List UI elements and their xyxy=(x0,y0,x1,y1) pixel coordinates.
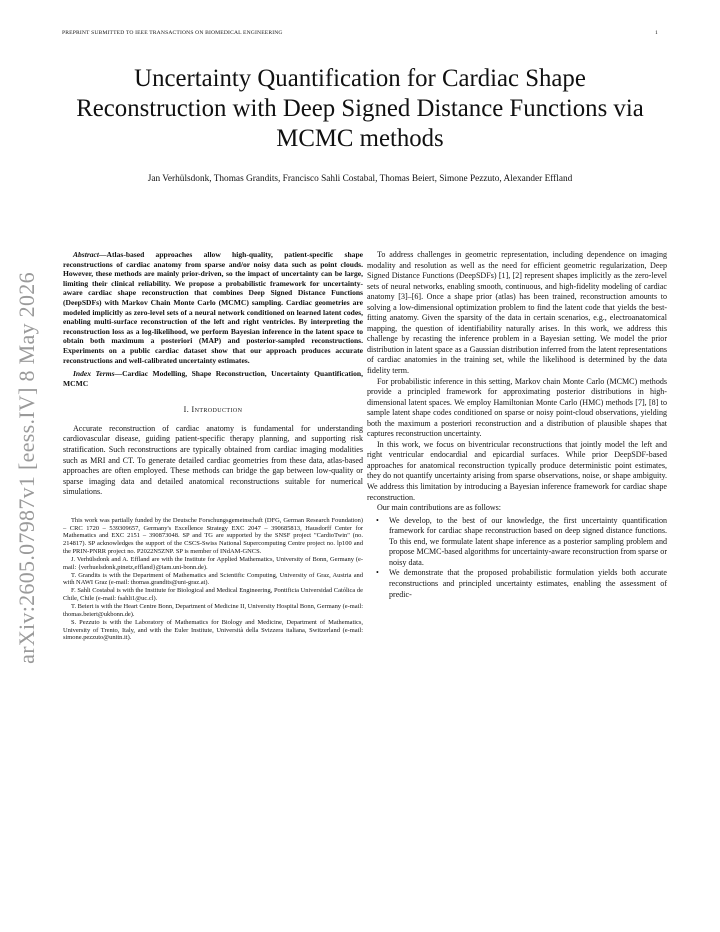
section-heading-introduction xyxy=(63,405,363,416)
list-item-text: We demonstrate that the proposed probabilistic formulation yields both accurate reconstructions and principled uncertainty estimates, enabling the assessment of predic- xyxy=(389,568,667,599)
list-item xyxy=(367,516,667,569)
index-terms xyxy=(63,369,363,388)
arxiv-stamp xyxy=(3,250,51,685)
footnote-affiliation: F. Sahli Costabal is with the Institute for Biological and Medical Engineering, Pontificia Universidad Católica de Chile, Chile (e-mail: fsahli1@uc.cl). xyxy=(63,587,363,603)
right-column xyxy=(367,250,667,600)
abstract xyxy=(63,250,363,365)
footnote-affiliation: J. Verhülsdonk and A. Effland are with the Institute for Applied Mathematics, University of Bonn, Germany (e-mail: {verhuelsdonk,pinetz,effland}@iam.uni-bonn.de). xyxy=(63,555,363,571)
abstract-text: —Atlas-based approaches allow high-quality, patient-specific shape reconstructions of cardiac anatomy from sparse and/or noisy data such as point clouds. However, these methods are mainly prior-driven, so the impact of uncertainty can be large, limiting their clinical reliability. We propose a probabilistic framework for uncertainty-aware cardiac shape reconstruction that combines Deep Signed Distance Functions (DeepSDFs) with Markov Chain Monte Carlo (MCMC) sampling. Cardiac geometries are modeled implicitly as zero-level sets of a neural network conditioned on learned latent codes, enabling multi-surface reconstruction of the left and right ventricles. By interpreting the reconstruction loss as a log-likelihood, we perform Bayesian inference in the latent space to obtain both maximum a posteriori (MAP) and posterior-sampled reconstructions. Experiments on a public cardiac dataset show that our approach produces accurate reconstructions and well-calibrated uncertainty estimates. xyxy=(63,250,363,365)
abstract-lead: Abstract xyxy=(73,250,99,259)
left-column xyxy=(63,250,363,642)
author-list: Jan Verhülsdonk, Thomas Grandits, Francisco Sahli Costabal, Thomas Beiert, Simone Pezzuto, Alexander Effland xyxy=(147,174,573,184)
paper-title: Uncertainty Quantification for Cardiac Shape Reconstruction with Deep Signed Distance Functions via MCMC methods xyxy=(76,65,644,152)
bullet-icon: • xyxy=(376,515,379,525)
running-head-text: PREPRINT SUBMITTED TO IEEE TRANSACTIONS ON BIOMEDICAL ENGINEERING xyxy=(62,30,283,36)
footnote-funding: This work was partially funded by the Deutsche Forschungsgemeinschaft (DFG, German Research Foundation) – CRC 1720 – 539309657, Germany's Excellence Strategy EXC 2047 – 390685813, Hausdorff Center for Mathematics and EXC 2151 – 390873048. SP and TG are supported by the SNSF project "CardioTwin" (no. 214817). SP acknowledges the support of the CSCS-Swiss National Supercomputing Centre project no. lp100 and the PRIN-PNRR project no. P2022N5ZNP. SP is member of INdAM-GNCS. xyxy=(63,516,363,556)
contributions-list xyxy=(367,516,667,600)
running-header xyxy=(62,30,658,36)
body-paragraph: In this work, we focus on biventricular reconstructions that jointly model the left and right ventricular endocardial and epicardial surfaces. While prior DeepSDF-based approaches for anatomical reconstruction typically produce deterministic point estimates, they do not quantify uncertainty arising from sparse observations, noise, or shape ambiguity. We address this limitation by introducing a Bayesian inference framework for cardiac shape reconstruction. xyxy=(367,439,667,502)
section-title: Introduction xyxy=(191,405,243,415)
footnote-affiliation: S. Pezzuto is with the Laboratory of Mathematics for Biology and Medicine, Department of Mathematics, University of Trento, Italy, and with the Euler Institute, Università della Svizzera italiana, Switzerland (e-mail: simone.pezzuto@unitn.it). xyxy=(63,618,363,642)
index-terms-lead: Index Terms xyxy=(73,369,115,379)
body-paragraph: For probabilistic inference in this setting, Markov chain Monte Carlo (MCMC) methods provide a principled framework for approximating posterior distributions in high-dimensional latent spaces. We employ Hamiltonian Monte Carlo (HMC) methods [7], [8] to sample latent shape codes conditioned on sparse or noisy point-cloud observations, yielding both the maximum a posteriori reconstruction and a distribution of plausible shapes that captures reconstruction uncertainty. xyxy=(367,376,667,439)
footnote-affiliation: T. Beiert is with the Heart Centre Bonn, Department of Medicine II, University Hospital Bonn, Germany (e-mail: thomas.beiert@ukbonn.de). xyxy=(63,602,363,618)
section-numeral: I. xyxy=(183,405,192,415)
bullet-icon: • xyxy=(376,568,379,578)
list-item-text: We develop, to the best of our knowledge, the first uncertainty quantification framework for cardiac shape reconstruction based on deep signed distance functions. To this end, we formulate latent shape inference as a posterior sampling problem and propose MCMC-based algorithms for uncertainty-aware reconstruction from sparse or noisy data. xyxy=(389,515,667,567)
arxiv-stamp-text: arXiv:2605.07987v1 [eess.IV] 8 May 2026 xyxy=(14,271,39,664)
index-terms-text: —Cardiac Modelling, Shape Reconstruction, Uncertainty Quantification, MCMC xyxy=(63,369,364,388)
body-paragraph: Our main contributions are as follows: xyxy=(377,503,502,513)
footnote-affiliation: T. Grandits is with the Department of Mathematics and Scientific Computing, University of Graz, Austria and with NAWI Graz (e-mail: thomas.grandits@uni-graz.at). xyxy=(63,571,363,587)
body-paragraph: To address challenges in geometric representation, including dependence on imaging modality and resolution as well as the need for efficient geometric regularization, Deep Signed Distance Functions (DeepSDFs) [1], [2] represent shapes implicitly as the zero-level sets of neural networks, enabling smooth, continuous, and high-fidelity modeling of cardiac anatomy [3]–[6]. Once a shape prior (atlas) has been trained, reconstruction amounts to solving a low-dimensional optimization problem to find the latent code that yields the best-fitting anatomy. Given the sparsity of the data in certain scenarios, e.g., electroanatomical mapping, the question of identifiability naturally arises. In this work, we address this challenge by recasting the inference problem in a Bayesian setting. We model the prior distribution in latent space as a Gaussian distribution inferred from the latent representations of cardiac anatomies in the training set, while the likelihood is determined by the data fidelity term. xyxy=(367,250,667,376)
page-number: 1 xyxy=(655,30,658,36)
intro-paragraph: Accurate reconstruction of cardiac anatomy is fundamental for understanding cardiovascular disease, guiding patient-specific therapy planning, and supporting risk stratification. Such reconstructions are typically obtained from cardiac imaging modalities such as MRI and CT. To generate detailed cardiac geometries from these data, atlas-based approaches are often employed. These methods can bridge the gap between low-quality or sparse imaging data and detailed anatomical reconstructions suitable for numerical simulations. xyxy=(63,423,363,497)
footnotes xyxy=(63,517,363,643)
list-item xyxy=(367,568,667,600)
